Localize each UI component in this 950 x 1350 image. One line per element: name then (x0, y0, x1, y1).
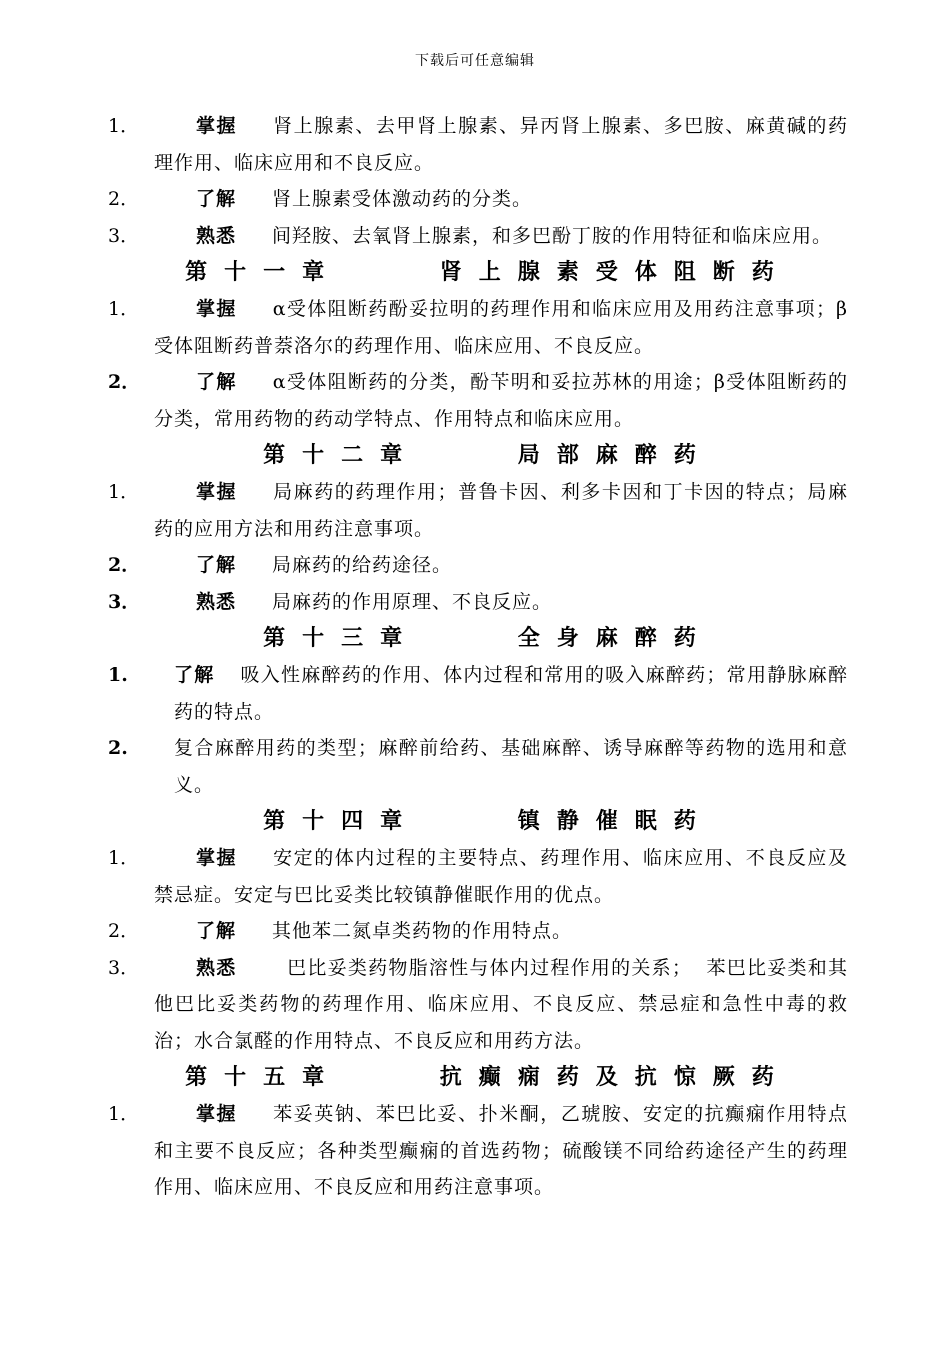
chapter-heading: 第十四章 镇静催眠药 (263, 808, 713, 834)
list-item (108, 108, 848, 181)
requirement-keyword: 了解 (196, 920, 237, 942)
list-item (108, 181, 848, 218)
page-header-note: 下载后可任意编辑 (415, 53, 535, 69)
list-item-text: 安定的体内过程的主要特点、药理作用、临床应用、不良反应及禁忌症。安定与巴比妥类比较镇静催眠作用的优点。 (154, 847, 848, 906)
list-item-text: 其他苯二氮卓类药物的作用特点。 (272, 920, 573, 942)
list-item-text: 肾上腺素、去甲肾上腺素、异丙肾上腺素、多巴胺、麻黄碱的药理作用、临床应用和不良反应。 (154, 115, 848, 174)
list-item-number: 2. (108, 737, 128, 759)
list-item (108, 657, 848, 730)
list-item-number: 1． (108, 115, 140, 137)
list-item-body (154, 181, 848, 218)
document-content (108, 108, 848, 1206)
list-item (108, 474, 848, 547)
list-item-body (174, 657, 848, 730)
list-item-body (154, 913, 848, 950)
list-item-number: 3． (108, 590, 141, 613)
requirement-keyword: 熟悉 (196, 590, 237, 613)
list-item-number: 3． (108, 224, 140, 247)
list-item-text: 苯妥英钠、苯巴比妥、扑米酮，乙琥胺、安定的抗癫痫作用特点和主要不良反应；各种类型癫痫的首选药物；硫酸镁不同给药途径产生的药理作用、临床应用、不良反应和用药注意事项。 (154, 1103, 848, 1198)
list-item (108, 840, 848, 913)
requirement-keyword: 了解 (196, 371, 237, 393)
list-item (108, 547, 848, 584)
list-item-text: 局麻药的药理作用；普鲁卡因、利多卡因和丁卡因的特点；局麻药的应用方法和用药注意事项。 (154, 481, 848, 540)
list-item-number: 2． (108, 920, 140, 942)
list-item-text: α受体阻断药的分类，酚苄明和妥拉苏林的用途；β受体阻断药的分类，常用药物的药动学特点、作用特点和临床应用。 (154, 371, 848, 430)
list-item-text: 巴比妥类药物脂溶性与体内过程作用的关系； 苯巴比妥类和其他巴比妥类药物的药理作用、临床应用、不良反应、禁忌症和急性中毒的救治；水合氯醛的作用特点、不良反应和用药方法。 (154, 956, 848, 1052)
chapter-heading: 第十二章 局部麻醉药 (263, 442, 713, 468)
list-item-body (154, 1096, 848, 1206)
list-item (108, 730, 848, 803)
list-item-number: 1． (108, 298, 140, 320)
requirement-keyword: 熟悉 (196, 224, 237, 247)
list-item (108, 584, 848, 621)
list-item (108, 1096, 848, 1206)
list-item (108, 364, 848, 437)
list-item-text: 吸入性麻醉药的作用、体内过程和常用的吸入麻醉药；常用静脉麻醉药的特点。 (174, 664, 848, 723)
list-item-number: 1． (108, 847, 140, 869)
list-item (108, 950, 848, 1060)
list-item-text: 局麻药的作用原理、不良反应。 (272, 590, 553, 613)
list-item-number: 1． (108, 481, 140, 503)
requirement-keyword: 了解 (174, 664, 215, 686)
list-item-body (154, 364, 848, 437)
list-item-body (154, 291, 848, 364)
list-item-text: 局麻药的给药途径。 (272, 554, 453, 576)
requirement-keyword: 了解 (196, 188, 237, 210)
requirement-keyword: 掌握 (196, 847, 238, 869)
list-item-number: 1. (108, 664, 128, 686)
requirement-keyword: 掌握 (196, 1103, 238, 1125)
requirement-keyword: 掌握 (196, 298, 237, 320)
requirement-keyword: 了解 (196, 554, 237, 576)
list-item-text: α受体阻断药酚妥拉明的药理作用和临床应用及用药注意事项；β受体阻断药普萘洛尔的药理作用、临床应用、不良反应。 (154, 298, 848, 357)
requirement-keyword: 掌握 (196, 481, 238, 503)
list-item (108, 218, 848, 255)
requirement-keyword: 掌握 (196, 115, 238, 137)
chapter-heading: 第十三章 全身麻醉药 (263, 625, 713, 651)
list-item-number: 2． (108, 188, 140, 210)
list-item-body (154, 218, 848, 255)
list-item-number: 2． (108, 554, 141, 576)
list-item (108, 291, 848, 364)
chapter-heading: 第十一章 肾上腺素受体阻断药 (185, 259, 791, 285)
list-item-body (154, 108, 848, 181)
list-item-body (154, 474, 848, 547)
list-item-body (174, 730, 848, 803)
list-item-text: 肾上腺素受体激动药的分类。 (272, 188, 533, 210)
list-item-number: 1． (108, 1103, 140, 1125)
chapter-heading: 第十五章 抗癫痫药及抗惊厥药 (185, 1064, 791, 1090)
list-item-body (154, 547, 848, 584)
list-item (108, 913, 848, 950)
list-item-body (154, 950, 848, 1060)
list-item-body (154, 584, 848, 621)
list-item-text: 复合麻醉用药的类型；麻醉前给药、基础麻醉、诱导麻醉等药物的选用和意义。 (174, 737, 848, 796)
list-item-body (154, 840, 848, 913)
list-item-number: 3． (108, 956, 140, 979)
list-item-number: 2． (108, 371, 141, 393)
list-item-text: 间羟胺、去氧肾上腺素，和多巴酚丁胺的作用特征和临床应用。 (272, 224, 833, 247)
requirement-keyword: 熟悉 (196, 956, 237, 979)
